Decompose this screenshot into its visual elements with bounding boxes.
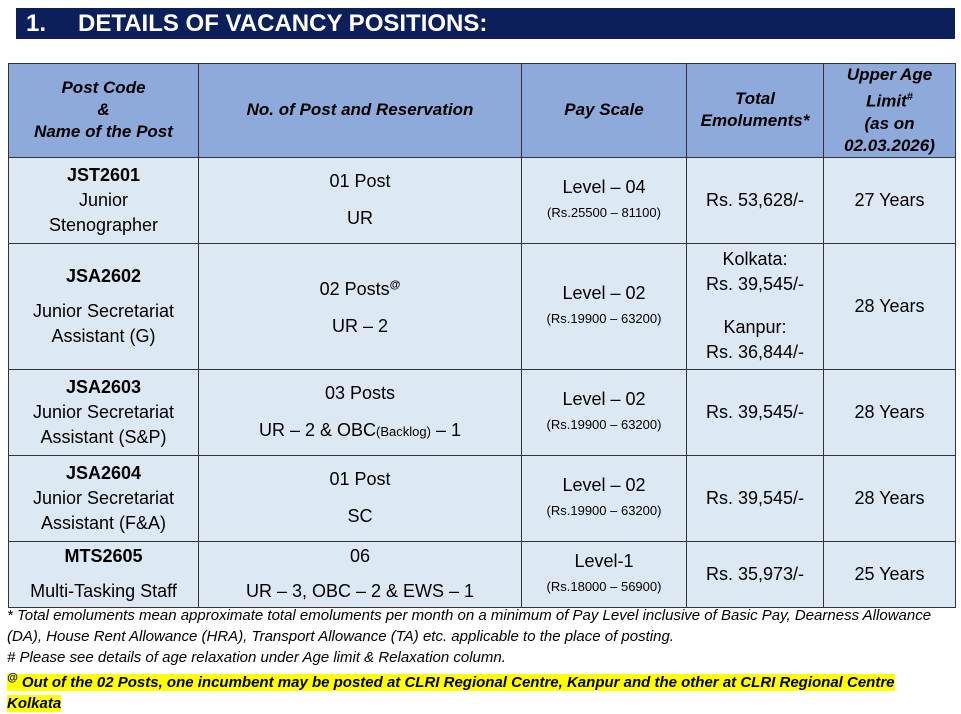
- table-row: [9, 541, 956, 607]
- h-post-3: Name of the Post: [34, 122, 173, 142]
- posts-cell: [199, 455, 522, 541]
- pay-range: (Rs.19900 – 63200): [546, 417, 662, 433]
- table-row: [9, 369, 956, 455]
- emol-city-1: Kolkata:: [722, 249, 788, 270]
- reservation: UR – 2: [331, 316, 389, 337]
- h-age-2: Limit: [866, 91, 907, 111]
- post-count: 03 Posts: [324, 382, 396, 403]
- footnote-marker: @: [7, 672, 18, 684]
- h-age-3: (as on: [864, 113, 915, 133]
- reservation-a: UR – 2 & OBC: [259, 419, 377, 440]
- pay-level: Level – 04: [562, 177, 646, 198]
- emol-cell: Rs. 53,628/-: [687, 157, 824, 243]
- footnote-marker: @: [389, 279, 401, 292]
- pay-level: Level – 02: [562, 389, 646, 410]
- emol-cell: Rs. 39,545/-: [687, 369, 824, 455]
- header-row: [9, 64, 956, 158]
- post-code: JSA2603: [65, 376, 142, 397]
- footnote-posting-text: Out of the 02 Posts, one incumbent may be posted at CLRI Regional Centre, Kanpur and the other at CLRI Regional Centre Kolkata: [7, 674, 895, 712]
- age-cell: 27 Years: [824, 157, 956, 243]
- age-cell: 25 Years: [824, 541, 956, 607]
- pay-range: (Rs.19900 – 63200): [546, 503, 662, 519]
- emol-value-2: Rs. 36,844/-: [705, 342, 805, 363]
- pay-level: Level – 02: [562, 475, 646, 496]
- pay-cell: [522, 455, 687, 541]
- h-age-sup: #: [906, 91, 913, 103]
- h-age-1: Upper Age: [846, 65, 933, 84]
- post-name: Junior Secretariat Assistant (G): [32, 300, 175, 346]
- age-cell: 28 Years: [824, 369, 956, 455]
- post-cell: [9, 243, 199, 369]
- emol-cell: [687, 243, 824, 369]
- section-number: 1.: [26, 10, 47, 37]
- header-posts: No. of Post and Reservation: [199, 64, 522, 158]
- post-code: JST2601: [66, 164, 141, 185]
- emol-city-2: Kanpur:: [723, 317, 787, 338]
- footnote-emoluments: * Total emoluments mean approximate total emoluments per month on a minimum of Pay Level inclusive of Basic Pay, Dearness Allowance (DA), House Rent Allowance (HRA), Transport Allowance (TA) etc. applicable to the place of posting.: [7, 607, 932, 645]
- age-cell: 28 Years: [824, 243, 956, 369]
- pay-level: Level – 02: [562, 283, 646, 304]
- post-name: Junior Secretariat Assistant (S&P): [32, 401, 175, 447]
- pay-level: Level-1: [574, 551, 634, 572]
- post-code: JSA2604: [65, 462, 142, 483]
- post-name: Junior Secretariat Assistant (F&A): [32, 487, 175, 533]
- reservation-c: – 1: [430, 419, 461, 440]
- post-count: 01 Post: [329, 469, 391, 490]
- h-emol-2: Emoluments*: [700, 111, 810, 131]
- pay-cell: [522, 541, 687, 607]
- table-row: [9, 157, 956, 243]
- posts-cell: [199, 157, 522, 243]
- posts-cell: [199, 369, 522, 455]
- header-pay: Pay Scale: [522, 64, 687, 158]
- pay-range: (Rs.18000 – 56900): [546, 579, 662, 595]
- reservation: [203, 418, 517, 444]
- pay-cell: [522, 369, 687, 455]
- reservation: UR: [347, 208, 373, 229]
- header-age: [824, 64, 956, 158]
- posts-cell: [199, 541, 522, 607]
- reservation: UR – 3, OBC – 2 & EWS – 1: [245, 581, 475, 602]
- table-row: [9, 455, 956, 541]
- table-row: [9, 243, 956, 369]
- h-age-4: 02.03.2026): [844, 135, 935, 155]
- reservation-backlog: (Backlog): [376, 423, 431, 439]
- post-cell: [9, 369, 199, 455]
- reservation: SC: [347, 506, 373, 527]
- pay-range: (Rs.19900 – 63200): [546, 311, 662, 327]
- h-post-2: &: [97, 100, 110, 120]
- post-cell: [9, 541, 199, 607]
- post-count: 01 Post: [329, 171, 391, 192]
- post-name: Junior Stenographer: [48, 189, 159, 235]
- pay-cell: [522, 243, 687, 369]
- vacancy-table: [8, 63, 956, 608]
- h-post-1: Post Code: [61, 78, 146, 98]
- posts-cell: [199, 243, 522, 369]
- section-title-text: DETAILS OF VACANCY POSITIONS:: [78, 10, 488, 37]
- emol-value-1: Rs. 39,545/-: [705, 274, 805, 295]
- footnote-posting: [7, 668, 952, 714]
- post-count: 06: [349, 546, 371, 567]
- header-emol: [687, 64, 824, 158]
- post-cell: [9, 157, 199, 243]
- post-name: Multi-Tasking Staff: [30, 581, 177, 602]
- age-cell: 28 Years: [824, 455, 956, 541]
- emol-cell: Rs. 39,545/-: [687, 455, 824, 541]
- header-post: [9, 64, 199, 158]
- post-count-text: 02 Posts: [319, 279, 390, 300]
- footnote-age: # Please see details of age relaxation under Age limit & Relaxation column.: [7, 649, 506, 666]
- section-title: [16, 8, 955, 39]
- post-code: MTS2605: [64, 546, 143, 567]
- pay-range: (Rs.25500 – 81100): [547, 205, 661, 221]
- post-count: [203, 273, 517, 302]
- pay-cell: [522, 157, 687, 243]
- post-code: JSA2602: [65, 265, 142, 286]
- h-emol-1: Total: [735, 89, 775, 109]
- emol-cell: Rs. 35,973/-: [687, 541, 824, 607]
- post-cell: [9, 455, 199, 541]
